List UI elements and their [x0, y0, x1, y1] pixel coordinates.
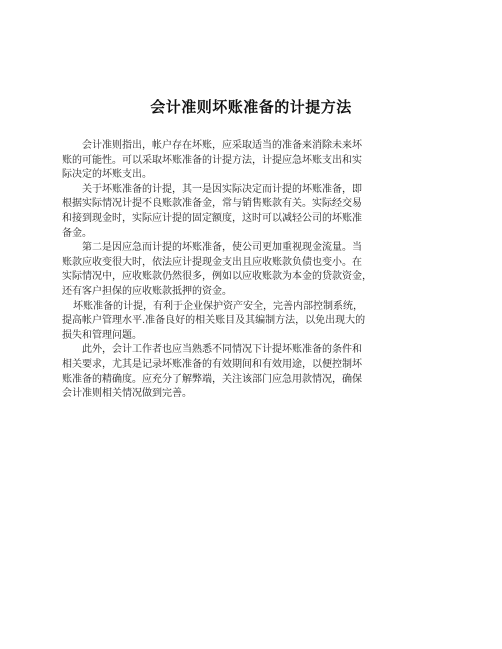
paragraph-line: 根据实际情况计提不良账款准备金，常与销售账款有关。实际经交易 [62, 198, 362, 210]
paragraph-2 [62, 183, 462, 241]
paragraph-line: 会计准则相关情况做到完善。 [62, 388, 192, 400]
paragraph-line: 关于坏账准备的计提，其一是因实际决定而计提的坏账准备，即 [82, 183, 362, 195]
document-body [62, 139, 462, 402]
paragraph-line: 账的可能性。可以采取坏账准备的计提方法，计提应急坏账支出和实 [62, 154, 362, 166]
paragraph-line: 账准备的精确度。应充分了解弊端，关注该部门应急用款情况，确保 [62, 373, 362, 385]
paragraph-line: 和接到现金时，实际应计提的固定额度，这时可以减轻公司的坏账准 [62, 212, 362, 224]
paragraph-line: 实际情况中，应收账款仍然很多，例如以应收账款为本金的贷款资金， [62, 271, 372, 283]
paragraph-line: 备金。 [62, 227, 92, 239]
paragraph-line: 第二是因应急而计提的坏账准备，使公司更加重视现金流量。当 [82, 242, 362, 254]
paragraph-line: 此外，会计工作者也应当熟悉不同情况下计提坏账准备的条件和 [82, 344, 362, 356]
paragraph-5 [62, 343, 462, 401]
paragraph-line: 损失和管理问题。 [62, 329, 142, 341]
paragraph-3 [62, 241, 462, 299]
paragraph-line: 提高帐户管理水平.准备良好的相关账目及其编制方法，以免出现大的 [62, 315, 366, 327]
paragraph-line: 会计准则指出，帐户存在坏账，应采取适当的准备来消除未来坏 [82, 140, 362, 151]
paragraph-line: 账款应收变很大时，依法应计提现金支出且应收账款负债也变小。在 [62, 256, 362, 268]
paragraph-line: 际决定的坏账支出。 [62, 169, 152, 181]
paragraph-4 [62, 300, 462, 344]
document-title: 会计准则坏账准备的计提方法 [150, 98, 352, 116]
paragraph-line: 坏账准备的计提，有利于企业保护资产安全，完善内部控制系统， [73, 300, 363, 312]
paragraph-1 [62, 139, 462, 183]
paragraph-line: 还有客户担保的应收账款抵押的资金。 [62, 285, 232, 297]
paragraph-line: 相关要求，尤其是记录坏账准备的有效期间和有效用途，以便控制坏 [62, 358, 362, 370]
